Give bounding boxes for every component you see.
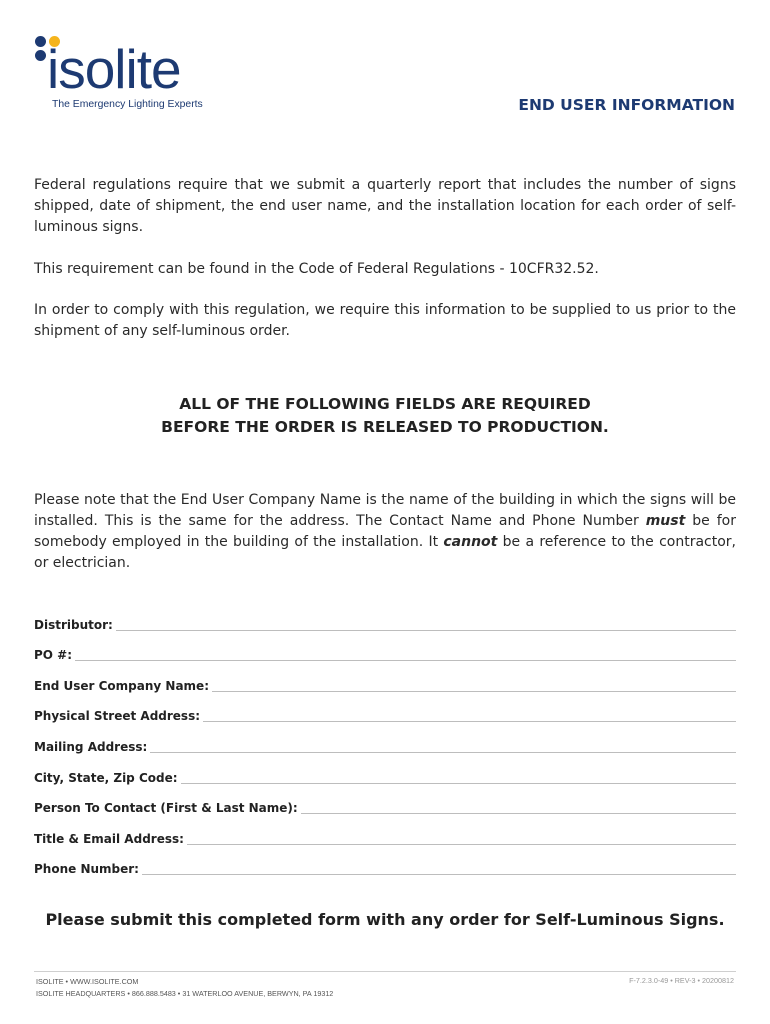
city-state-zip-input[interactable] — [181, 769, 736, 784]
physical-address-input[interactable] — [203, 707, 736, 722]
field-title-email — [34, 817, 736, 848]
field-label: PO #: — [34, 648, 73, 663]
footer-line-1: ISOLITE • WWW.ISOLITE.COM — [36, 977, 139, 986]
logo-wordmark: isolite — [47, 38, 181, 100]
distributor-input[interactable] — [116, 616, 736, 631]
footer-contact — [36, 976, 333, 1000]
field-city-state-zip — [34, 756, 736, 787]
field-label: Title & Email Address: — [34, 831, 184, 846]
isolite-logo — [30, 34, 210, 116]
note-emphasis-cannot: cannot — [443, 534, 498, 550]
end-user-company-input[interactable] — [212, 677, 736, 692]
logo-dot-navy-1 — [35, 36, 46, 47]
title-email-input[interactable] — [187, 830, 736, 845]
field-label: End User Company Name: — [34, 678, 209, 693]
logo-tagline: The Emergency Lighting Experts — [52, 99, 203, 110]
field-physical-address — [34, 695, 736, 726]
field-phone-number — [34, 848, 736, 879]
form-fields — [34, 603, 736, 878]
field-label: Person To Contact (First & Last Name): — [34, 801, 298, 816]
note-text-3: be a reference to the contractor, or electrician. — [34, 534, 736, 571]
footer-line-2: ISOLITE HEADQUARTERS • 866.888.5483 • 31 WATERLOO AVENUE, BERWYN, PA 19312 — [36, 989, 334, 998]
requirement-line-1: ALL OF THE FOLLOWING FIELDS ARE REQUIRED — [179, 395, 591, 413]
form-revision-id: F-7.2.3.0-49 • REV-3 • 20200812 — [629, 976, 734, 985]
footer-divider — [34, 971, 736, 972]
intro-paragraph-1: Federal regulations require that we submit a quarterly report that includes the number of signs shipped, date of shipment, the end user name, and the installation location for each order of self-luminous signs. — [34, 177, 736, 235]
field-distributor — [34, 603, 736, 634]
logo-dot-navy-2 — [35, 50, 46, 61]
mailing-address-input[interactable] — [150, 738, 736, 753]
requirement-notice — [34, 393, 736, 439]
field-label: Physical Street Address: — [34, 709, 201, 724]
intro-paragraph-3: In order to comply with this regulation, we require this information to be supplied to us prior to the shipment of any self-luminous order. — [34, 302, 736, 339]
page-title: END USER INFORMATION — [518, 96, 735, 114]
phone-number-input[interactable] — [142, 860, 736, 875]
contact-person-input[interactable] — [301, 799, 736, 814]
po-number-input[interactable] — [75, 646, 736, 661]
note-text-1: Please note that the End User Company Name is the name of the building in which the signs will be installed. This is the same for the address. The Contact Name and Phone Number — [34, 492, 736, 529]
field-po-number — [34, 634, 736, 665]
closing-instruction: Please submit this completed form with any order for Self-Luminous Signs. — [45, 910, 725, 929]
note-emphasis-must: must — [645, 513, 686, 529]
requirement-line-2: BEFORE THE ORDER IS RELEASED TO PRODUCTION. — [161, 418, 609, 436]
field-label: Mailing Address: — [34, 739, 148, 754]
field-contact-person — [34, 787, 736, 818]
field-label: Phone Number: — [34, 862, 139, 877]
field-label: City, State, Zip Code: — [34, 770, 178, 785]
note-text-2: be for somebody employed in the building of the installation. It — [34, 513, 736, 550]
note-paragraph — [34, 490, 736, 574]
intro-paragraph-2: This requirement can be found in the Code of Federal Regulations - 10CFR32.52. — [34, 261, 599, 277]
field-label: Distributor: — [34, 617, 113, 632]
field-mailing-address — [34, 725, 736, 756]
field-end-user-company — [34, 664, 736, 695]
